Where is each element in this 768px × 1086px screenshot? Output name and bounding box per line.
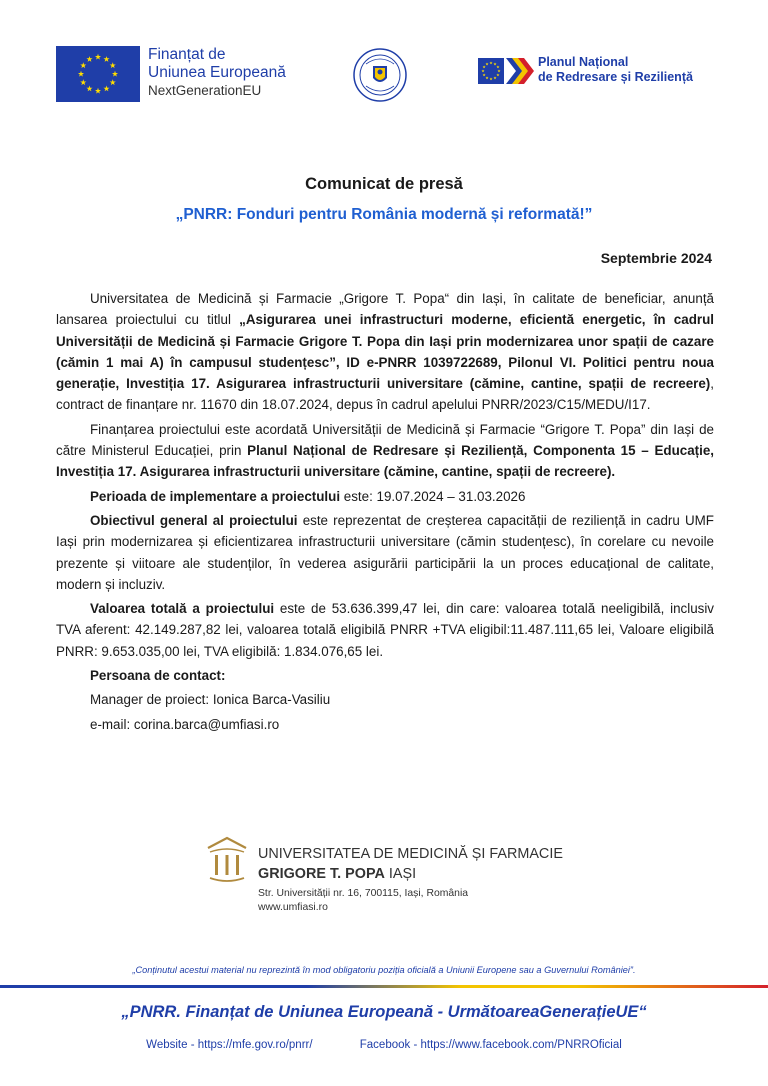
eu-funding-text [148,46,286,100]
p1-text1: Universitatea de Medicină și Farmacie „Grigore T. Popa“ din Iași, în calitate de beneficiar, anunță lansarea proiectului cu titlul [56,291,714,328]
document-subtitle: „PNRR: Fonduri pentru România modernă și reformată!” [175,206,593,223]
eu-flag-logo [56,46,140,102]
p3-value: este: 19.07.2024 – 31.03.2026 [340,488,526,504]
eu-stars-icon [56,46,140,102]
pnrr-flag-arrow-icon [478,54,534,88]
university-address: Str. Universității nr. 16, 700115, Iași, România [258,888,469,899]
romania-coat-of-arms-icon [353,48,407,102]
p4-text: este reprezentat de creșterea capacității de reziliență in cadru UMF Iași prin modernizarea și eficientizarea infrastructurii universitare (cămin studențesc), în corelare cu nevoile prezente și viitoare ale studenților, în vederea asigurării participării la un proces educațional de calitate, modern și incluziv. [56,512,714,592]
p5-text: este de 53.636.399,47 lei, din care: valoarea totală neeligibilă, inclusiv TVA aferent: 42.149.287,82 lei, valoarea totală eligibilă PNRR +TVA eligibil:11.487.111,65 lei, Valoare eligibilă PNRR: 9.653.035,00 lei, TVA eligibilă: 1.834.076,65 lei. [56,601,715,659]
paragraph-project-announcement [56,288,714,416]
p2-program: Planul Național de Redresare și Reziliență, Componenta 15 – Educație, Investiția 17. Asigurarea infrastructurii universitare (cămine, cantine, spații de recreere). [56,443,714,480]
document-title: Comunicat de presă [305,175,463,193]
p1-text2: , contract de finanțare nr. 11670 din 18.07.2024, depus în cadrul apelului PNRR/2023/C15/MEDU/I17. [56,376,714,413]
pnrr-title-text [538,55,693,85]
pnrr-logo-mark [478,54,534,88]
university-website: www.umfiasi.ro [258,902,328,913]
press-release-body [56,288,714,735]
paragraph-financing [56,419,714,483]
contact-manager: Manager de proiect: Ionica Barca-Vasiliu [90,692,331,708]
p3-label: Perioada de implementare a proiectului [90,488,341,504]
footer-website-link[interactable]: Website - https://mfe.gov.ro/pnrr/ [146,1039,313,1051]
eu-line1: Finanțat de [148,46,226,63]
p1-project-title: „Asigurarea unei infrastructuri moderne, eficientă energetic, în cadrul Universității de Medicină și Farmacie Grigore T. Popa din Iași prin modernizarea unor spații de cazare (cămin 1 mai A) în campusul studențesc”, ID e-PNRR 1039722689, Pilonul VI. Politici pentru noua generație, Investiția 17. Asigurarea infrastructurii universitare (cămine, cantine, spații de recreere) [56,312,714,392]
p2-text1: Finanțarea proiectului este acordată Universității de Medicină și Farmacie “Grigore T. Popa” din Iași de către Ministerul Educației, prin [56,421,714,459]
university-name-bold: GRIGORE T. POPA [258,866,385,882]
footer-facebook-link[interactable]: Facebook - https://www.facebook.com/PNRROficial [359,1039,622,1051]
document-date: Septembrie 2024 [600,250,712,266]
contact-email: e-mail: corina.barca@umfiasi.ro [90,716,280,732]
p4-label: Obiectivul general al proiectului [90,512,298,528]
footer-color-stripe [0,985,768,988]
pnrr-line2: de Redresare și Reziliență [538,70,693,84]
contact-heading: Persoana de contact: [90,668,226,684]
footer-slogan: „PNRR. Finanțat de Uniunea Europeană - UrmătoareaGenerațieUE“ [121,1003,647,1021]
footer-links [0,1039,768,1051]
p5-label: Valoarea totală a proiectului [90,601,275,617]
university-name-city: IAȘI [384,866,417,882]
government-seal-logo [353,48,407,102]
eu-line3: NextGenerationEU [148,83,262,98]
university-columns-icon [206,836,248,884]
eu-line2: Uniunea Europeană [148,64,286,81]
pnrr-line1: Planul Național [538,55,629,69]
paragraph-objective [56,510,714,595]
footer-disclaimer: „Conținutul acestui material nu reprezintă în mod obligatoriu poziția oficială a Uniunii Europene sau a Guvernului României”. [132,965,636,975]
university-name-line1: UNIVERSITATEA DE MEDICINĂ ȘI FARMACIE [258,846,563,862]
university-name-line2 [258,866,416,882]
paragraph-implementation-period [56,486,714,507]
paragraph-total-value [56,598,714,662]
umf-logo [206,836,248,884]
